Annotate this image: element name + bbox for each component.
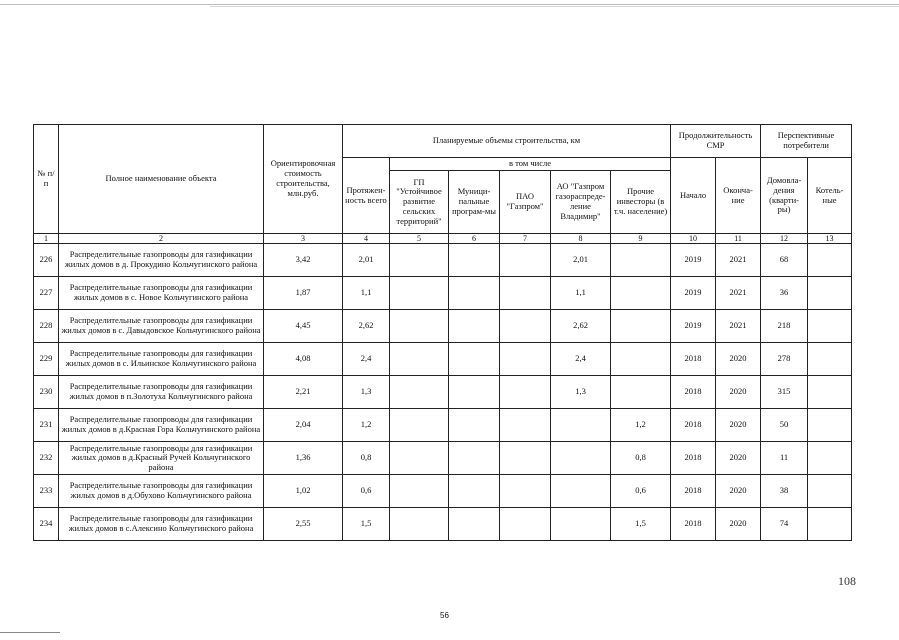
page-number: 108 [838, 574, 856, 588]
row-cost: 2,55 [264, 508, 343, 541]
row-name: Распределительные газопроводы для газификации жилых домов в д. Прокудино Кольчугинского района [59, 244, 264, 277]
row-households: 36 [761, 277, 808, 310]
row-pao [500, 343, 551, 376]
row-ao: 1,3 [551, 376, 611, 409]
header-duration: Продолжительность СМР [671, 125, 761, 158]
row-municipal [449, 442, 500, 475]
row-ao: 2,01 [551, 244, 611, 277]
row-name: Распределительные газопроводы для газификации жилых домов в с. Ильинское Кольчугинского района [59, 343, 264, 376]
row-gp [390, 343, 449, 376]
header-num: № п/п [34, 125, 59, 234]
table-row [34, 508, 852, 541]
row-other [611, 376, 671, 409]
row-name: Распределительные газопроводы для газификации жилых домов в с. Новое Кольчугинского района [59, 277, 264, 310]
row-total: 1,1 [343, 277, 390, 310]
row-ao [551, 409, 611, 442]
row-pao [500, 442, 551, 475]
gas-pipelines-table [33, 124, 852, 541]
row-total: 1,2 [343, 409, 390, 442]
colnum: 11 [716, 234, 761, 244]
row-gp [390, 376, 449, 409]
row-pao [500, 508, 551, 541]
colnum: 9 [611, 234, 671, 244]
row-cost: 2,21 [264, 376, 343, 409]
row-municipal [449, 244, 500, 277]
colnum: 8 [551, 234, 611, 244]
row-start: 2018 [671, 508, 716, 541]
row-end: 2021 [716, 244, 761, 277]
colnum: 5 [390, 234, 449, 244]
row-name: Распределительные газопроводы для газификации жилых домов в д.Красный Ручей Кольчугинского района [59, 442, 264, 475]
colnum: 4 [343, 234, 390, 244]
row-gp [390, 409, 449, 442]
row-start: 2018 [671, 442, 716, 475]
footer-rule [0, 632, 60, 633]
row-other: 0,6 [611, 475, 671, 508]
row-total: 1,5 [343, 508, 390, 541]
header-pao: ПАО "Газпром" [500, 171, 551, 234]
row-cost: 2,04 [264, 409, 343, 442]
row-cost: 3,42 [264, 244, 343, 277]
row-start: 2018 [671, 376, 716, 409]
row-name: Распределительные газопроводы для газификации жилых домов в д.Обухово Кольчугинского района [59, 475, 264, 508]
row-other: 1,5 [611, 508, 671, 541]
footer-number: 56 [440, 611, 449, 620]
row-households: 11 [761, 442, 808, 475]
row-name: Распределительные газопроводы для газификации жилых домов в д.Красная Гора Кольчугинского района [59, 409, 264, 442]
table-row [34, 310, 852, 343]
row-num: 233 [34, 475, 59, 508]
table-row [34, 442, 852, 475]
header-consumers: Перспективные потребители [761, 125, 852, 158]
row-total: 0,8 [343, 442, 390, 475]
row-start: 2018 [671, 343, 716, 376]
table-row [34, 409, 852, 442]
row-num: 226 [34, 244, 59, 277]
header-length-total: Протяжен-ность всего [343, 158, 390, 234]
row-boilers [808, 376, 852, 409]
colnum: 10 [671, 234, 716, 244]
row-gp [390, 244, 449, 277]
colnum: 2 [59, 234, 264, 244]
row-num: 227 [34, 277, 59, 310]
row-pao [500, 409, 551, 442]
row-end: 2021 [716, 277, 761, 310]
row-boilers [808, 310, 852, 343]
row-end: 2020 [716, 475, 761, 508]
header-ao: АО "Газпром газораспреде-ление Владимир" [551, 171, 611, 234]
row-start: 2018 [671, 475, 716, 508]
header-including: в том числе [390, 158, 671, 171]
row-other: 1,2 [611, 409, 671, 442]
header-cost: Ориентировочная стоимость строительства, млн.руб. [264, 125, 343, 234]
row-municipal [449, 508, 500, 541]
table-row [34, 376, 852, 409]
row-households: 278 [761, 343, 808, 376]
row-end: 2020 [716, 508, 761, 541]
row-name: Распределительные газопроводы для газификации жилых домов в с. Давыдовское Кольчугинского района [59, 310, 264, 343]
header-municipal: Муници-пальные програм-мы [449, 171, 500, 234]
row-pao [500, 310, 551, 343]
row-other: 0,8 [611, 442, 671, 475]
row-end: 2021 [716, 310, 761, 343]
row-ao: 1,1 [551, 277, 611, 310]
column-number-row [34, 234, 852, 244]
row-name: Распределительные газопроводы для газификации жилых домов в п.Золотуха Кольчугинского района [59, 376, 264, 409]
row-cost: 4,08 [264, 343, 343, 376]
row-cost: 1,36 [264, 442, 343, 475]
row-households: 218 [761, 310, 808, 343]
row-boilers [808, 475, 852, 508]
row-gp [390, 442, 449, 475]
colnum: 12 [761, 234, 808, 244]
row-pao [500, 376, 551, 409]
row-pao [500, 244, 551, 277]
row-end: 2020 [716, 343, 761, 376]
row-num: 229 [34, 343, 59, 376]
header-boilers: Котель-ные [808, 158, 852, 234]
row-total: 2,62 [343, 310, 390, 343]
row-households: 74 [761, 508, 808, 541]
row-households: 50 [761, 409, 808, 442]
row-num: 228 [34, 310, 59, 343]
row-other [611, 277, 671, 310]
row-municipal [449, 475, 500, 508]
row-pao [500, 475, 551, 508]
header-end: Оконча-ние [716, 158, 761, 234]
row-municipal [449, 343, 500, 376]
row-boilers [808, 277, 852, 310]
row-other [611, 343, 671, 376]
row-other [611, 244, 671, 277]
row-num: 230 [34, 376, 59, 409]
row-total: 1,3 [343, 376, 390, 409]
row-households: 68 [761, 244, 808, 277]
row-households: 38 [761, 475, 808, 508]
top-scan-line [0, 4, 899, 5]
colnum: 13 [808, 234, 852, 244]
row-other [611, 310, 671, 343]
row-end: 2020 [716, 442, 761, 475]
row-cost: 1,87 [264, 277, 343, 310]
header-name: Полное наименование объекта [59, 125, 264, 234]
row-boilers [808, 244, 852, 277]
row-gp [390, 277, 449, 310]
row-gp [390, 508, 449, 541]
row-municipal [449, 310, 500, 343]
row-start: 2019 [671, 244, 716, 277]
row-end: 2020 [716, 376, 761, 409]
header-households: Домовла-дения (кварти-ры) [761, 158, 808, 234]
row-ao [551, 508, 611, 541]
row-boilers [808, 442, 852, 475]
row-cost: 4,45 [264, 310, 343, 343]
row-cost: 1,02 [264, 475, 343, 508]
row-total: 2,01 [343, 244, 390, 277]
row-start: 2019 [671, 277, 716, 310]
colnum: 6 [449, 234, 500, 244]
row-total: 0,6 [343, 475, 390, 508]
header-start: Начало [671, 158, 716, 234]
row-ao: 2,4 [551, 343, 611, 376]
row-end: 2020 [716, 409, 761, 442]
row-households: 315 [761, 376, 808, 409]
row-municipal [449, 376, 500, 409]
row-ao [551, 475, 611, 508]
header-planned-volumes: Планируемые объемы строительства, км [343, 125, 671, 158]
row-boilers [808, 343, 852, 376]
row-boilers [808, 508, 852, 541]
table-row [34, 475, 852, 508]
row-pao [500, 277, 551, 310]
row-municipal [449, 409, 500, 442]
colnum: 7 [500, 234, 551, 244]
row-start: 2019 [671, 310, 716, 343]
row-boilers [808, 409, 852, 442]
row-num: 234 [34, 508, 59, 541]
table-row [34, 277, 852, 310]
top-scan-line-secondary [210, 6, 899, 7]
row-num: 232 [34, 442, 59, 475]
row-ao: 2,62 [551, 310, 611, 343]
row-gp [390, 475, 449, 508]
table-row [34, 244, 852, 277]
header-gp: ГП "Устойчивое развитие сельских территорий" [390, 171, 449, 234]
table-row [34, 343, 852, 376]
row-municipal [449, 277, 500, 310]
row-ao [551, 442, 611, 475]
row-start: 2018 [671, 409, 716, 442]
row-gp [390, 310, 449, 343]
row-num: 231 [34, 409, 59, 442]
colnum: 1 [34, 234, 59, 244]
header-other: Прочие инвесторы (в т.ч. население) [611, 171, 671, 234]
row-total: 2,4 [343, 343, 390, 376]
row-name: Распределительные газопроводы для газификации жилых домов в с.Алексино Кольчугинского района [59, 508, 264, 541]
colnum: 3 [264, 234, 343, 244]
